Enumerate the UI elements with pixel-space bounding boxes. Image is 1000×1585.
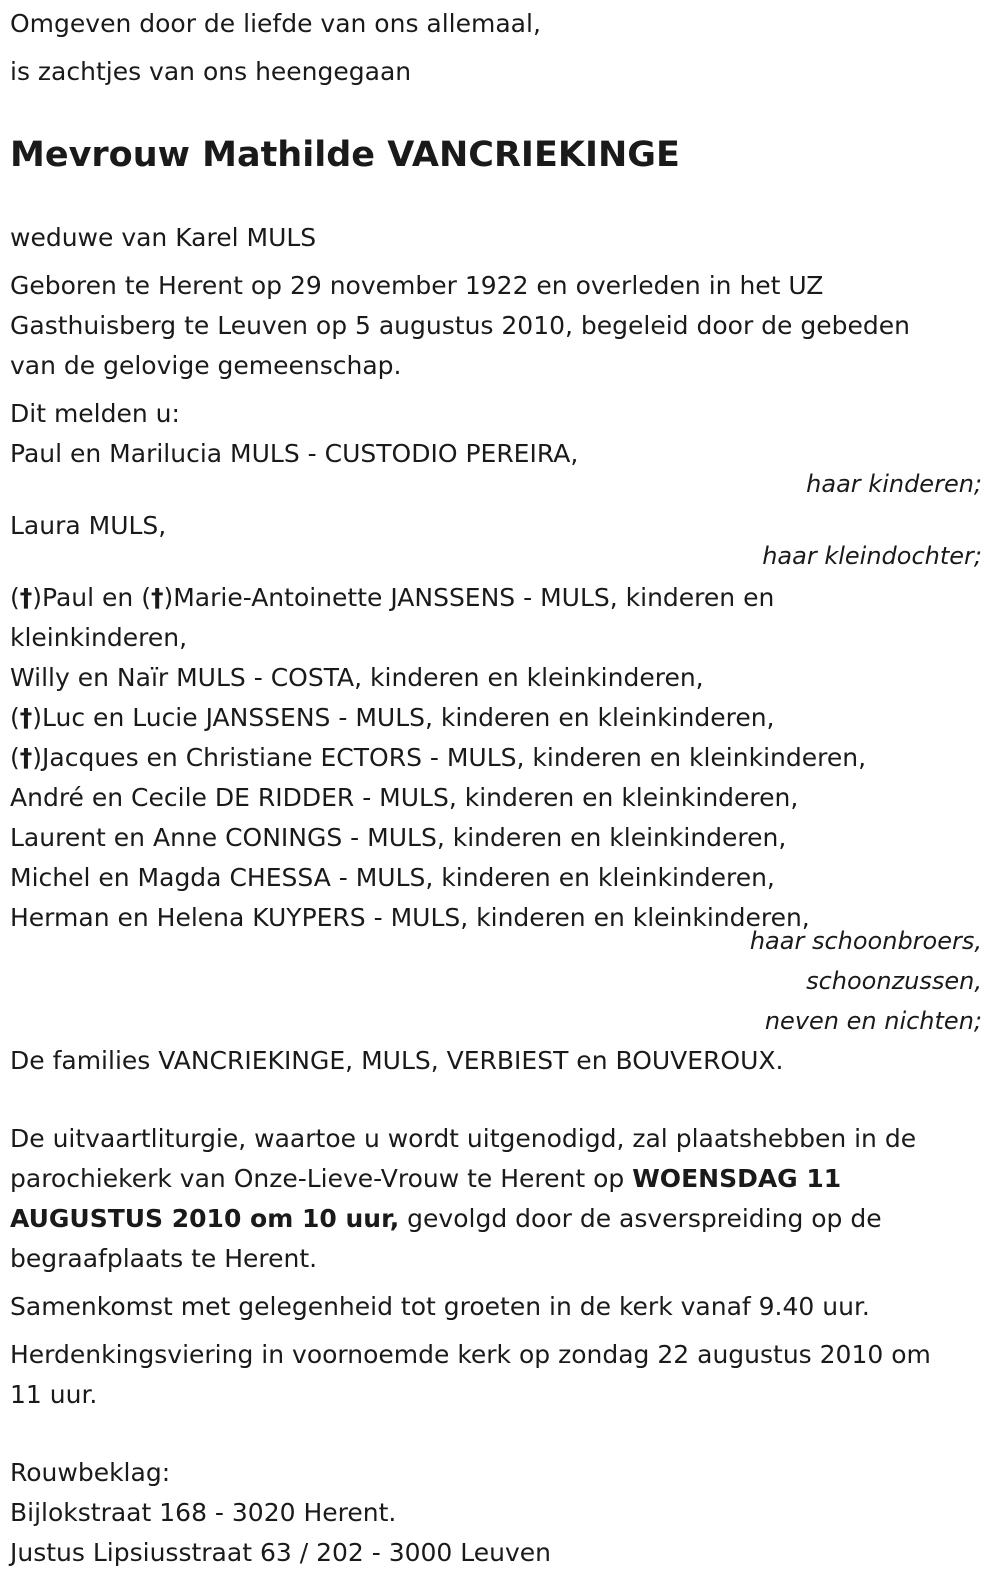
granddaughter-line: Laura MULS, bbox=[10, 511, 167, 540]
announcers-heading: Dit melden u: bbox=[10, 399, 180, 428]
in-law-line-6: André en Cecile DE RIDDER - MULS, kinderen en kleinkinderen, bbox=[10, 783, 799, 812]
birth-death-line-2: Gasthuisberg te Leuven op 5 augustus 2010, begeleid door de gebeden bbox=[10, 311, 910, 340]
condolence-address-2: Justus Lipsiusstraat 63 / 202 - 3000 Leuven bbox=[10, 1538, 552, 1567]
funeral-line-3: AUGUSTUS 2010 om 10 uur, gevolgd door de asverspreiding op de bbox=[10, 1204, 882, 1233]
birth-death-paragraph bbox=[10, 266, 982, 386]
funeral-date-bold-2: AUGUSTUS 2010 om 10 uur, bbox=[10, 1204, 400, 1233]
in-law-line-3: Willy en Naïr MULS - COSTA, kinderen en kleinkinderen, bbox=[10, 663, 704, 692]
cross-icon: † bbox=[19, 583, 33, 612]
funeral-line-4: begraafplaats te Herent. bbox=[10, 1244, 318, 1273]
in-law-line-4: (†)Luc en Lucie JANSSENS - MULS, kinderen en kleinkinderen, bbox=[10, 703, 775, 732]
intro-line-2: is zachtjes van ons heengegaan bbox=[10, 57, 412, 86]
memorial-paragraph bbox=[10, 1335, 982, 1415]
gathering-line: Samenkomst met gelegenheid tot groeten in de kerk vanaf 9.40 uur. bbox=[10, 1292, 870, 1321]
deceased-name: Mevrouw Mathilde VANCRIEKINGE bbox=[10, 135, 680, 175]
in-laws-role-1: haar schoonbroers, bbox=[749, 927, 982, 955]
memorial-line-1: Herdenkingsviering in voornoemde kerk op zondag 22 augustus 2010 om bbox=[10, 1340, 931, 1369]
cross-icon: † bbox=[150, 583, 164, 612]
granddaughter-role: haar kleindochter; bbox=[762, 542, 982, 570]
memorial-line-2: 11 uur. bbox=[10, 1380, 98, 1409]
condolence-address-1: Bijlokstraat 168 - 3020 Herent. bbox=[10, 1498, 397, 1527]
birth-death-line-3: van de gelovige gemeenschap. bbox=[10, 351, 402, 380]
funeral-line-2: parochiekerk van Onze-Lieve-Vrouw te Herent op WOENSDAG 11 bbox=[10, 1164, 842, 1193]
in-law-line-5: (†)Jacques en Christiane ECTORS - MULS, kinderen en kleinkinderen, bbox=[10, 743, 867, 772]
funeral-line-1: De uitvaartliturgie, waartoe u wordt uitgenodigd, zal plaatshebben in de bbox=[10, 1124, 917, 1153]
in-laws-role-3: neven en nichten; bbox=[764, 1007, 982, 1035]
families-line: De families VANCRIEKINGE, MULS, VERBIEST en BOUVEROUX. bbox=[10, 1046, 784, 1075]
intro-block bbox=[10, 4, 982, 92]
cross-icon: † bbox=[19, 743, 33, 772]
obituary-card bbox=[10, 4, 982, 1573]
birth-death-line-1: Geboren te Herent op 29 november 1922 en overleden in het UZ bbox=[10, 271, 824, 300]
in-law-line-7: Laurent en Anne CONINGS - MULS, kinderen en kleinkinderen, bbox=[10, 823, 787, 852]
children-line: Paul en Marilucia MULS - CUSTODIO PEREIRA, bbox=[10, 439, 579, 468]
intro-line-1: Omgeven door de liefde van ons allemaal, bbox=[10, 9, 541, 38]
children-role: haar kinderen; bbox=[806, 470, 982, 498]
widow-of-line: weduwe van Karel MULS bbox=[10, 223, 317, 252]
announcers-block bbox=[10, 394, 982, 1081]
funeral-date-bold: WOENSDAG 11 bbox=[632, 1164, 842, 1193]
in-law-line-9: Herman en Helena KUYPERS - MULS, kinderen en kleinkinderen, bbox=[10, 903, 810, 932]
funeral-paragraph bbox=[10, 1119, 982, 1279]
condolence-heading: Rouwbeklag: bbox=[10, 1458, 171, 1487]
condolence-block bbox=[10, 1453, 982, 1573]
cross-icon: † bbox=[19, 703, 33, 732]
in-law-line-2: kleinkinderen, bbox=[10, 623, 188, 652]
in-law-line-1: (†)Paul en (†)Marie-Antoinette JANSSENS - MULS, kinderen en bbox=[10, 583, 775, 612]
in-laws-role-2: schoonzussen, bbox=[806, 967, 982, 995]
in-law-line-8: Michel en Magda CHESSA - MULS, kinderen en kleinkinderen, bbox=[10, 863, 775, 892]
